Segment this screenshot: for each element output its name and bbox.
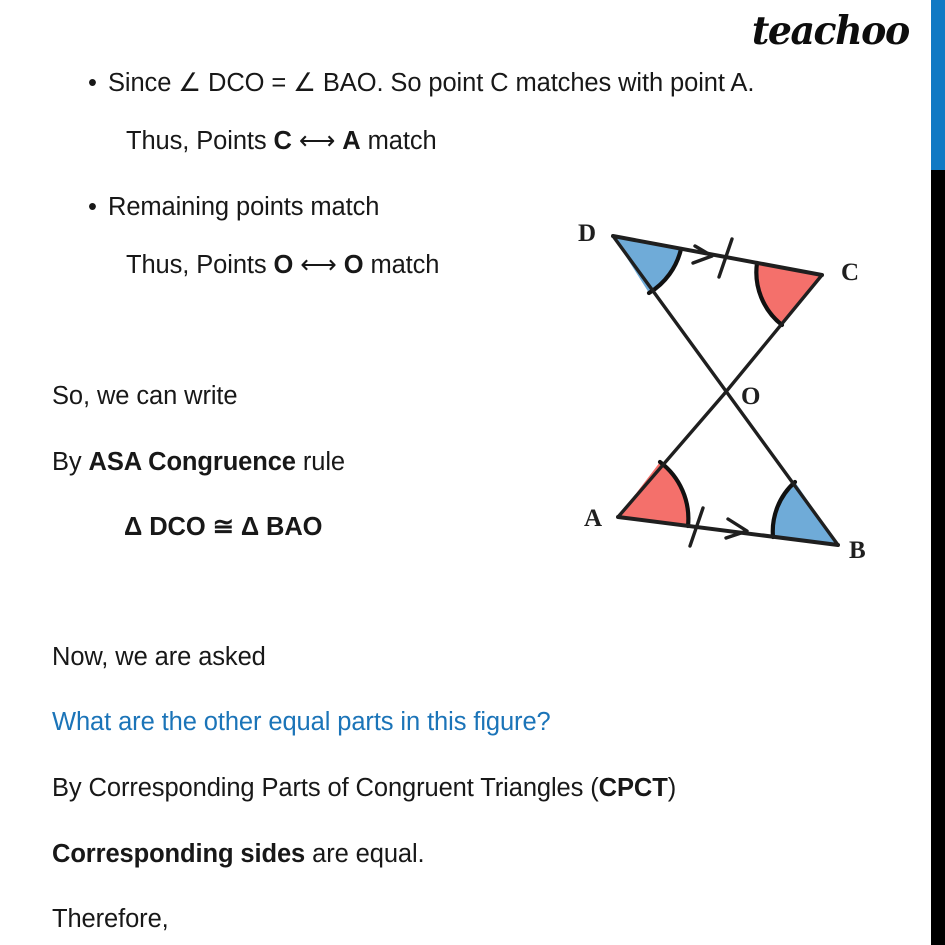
vertex-label-c: C	[841, 259, 860, 286]
text-corresponding-sides	[52, 839, 425, 869]
bullet-1-line2-prefix: Thus, Points	[126, 127, 274, 155]
corresponding-sides-suffix: are equal.	[305, 840, 425, 868]
geometry-figure-hourglass-triangles	[560, 195, 890, 585]
bullet-2-line2-suffix: match	[363, 251, 440, 279]
cpct-prefix: By Corresponding Parts of Congruent Triangles (	[52, 774, 599, 802]
bullet-item-2-line-2	[126, 250, 439, 280]
arrow-glyph-ab	[726, 519, 747, 538]
bullet-item-1-line-1: Since ∠ DCO = ∠ BAO. So point C matches with point A.	[108, 69, 755, 97]
bullet-item-1	[88, 68, 754, 98]
bullet-2-point-o-left: O	[273, 251, 294, 279]
text-now-we-are-asked: Now, we are asked	[52, 643, 266, 671]
bullet-2-point-o-right: O	[343, 251, 364, 279]
vertex-label-a: A	[584, 505, 603, 532]
bullet-2-line2-prefix: Thus, Points	[126, 251, 274, 279]
vertex-label-b: B	[849, 537, 866, 564]
text-by-asa-rule	[52, 447, 345, 477]
cpct-suffix: )	[667, 774, 677, 802]
corresponding-sides-bold: Corresponding sides	[52, 840, 306, 868]
vertex-label-d: D	[578, 220, 597, 247]
text-question-prompt: What are the other equal parts in this figure?	[52, 708, 551, 736]
angle-sector-b-blue	[773, 482, 838, 545]
asa-prefix: By	[52, 448, 89, 476]
bullet-item-1-line-2	[126, 126, 437, 156]
bullet-1-point-a: A	[342, 127, 361, 155]
vertex-label-o: O	[741, 383, 761, 410]
bullet-item-2-line-1: Remaining points match	[108, 193, 380, 221]
asa-suffix: rule	[295, 448, 346, 476]
text-therefore: Therefore,	[52, 905, 169, 933]
asa-congruence-bold: ASA Congruence	[88, 448, 296, 476]
bullet-1-point-c: C	[273, 127, 292, 155]
text-congruence-statement: Δ DCO ≅ Δ BAO	[124, 513, 323, 541]
bullet-1-line2-suffix: match	[360, 127, 437, 155]
bullet-1-arrow-icon: ⟷	[291, 127, 343, 155]
bullet-item-2	[88, 192, 379, 222]
teachoo-logo: teachoo	[752, 8, 909, 54]
right-edge-accent-bar-black	[931, 170, 945, 945]
text-so-we-can-write: So, we can write	[52, 382, 238, 410]
text-cpct-line	[52, 773, 676, 803]
bullet-2-arrow-icon: ⟷	[293, 251, 344, 279]
tick-marks-dc	[693, 239, 732, 277]
bullet-marker-icon: •	[88, 193, 97, 221]
right-edge-accent-bar-blue	[931, 0, 945, 170]
cpct-acronym: CPCT	[598, 774, 668, 802]
bullet-marker-icon: •	[88, 69, 97, 97]
